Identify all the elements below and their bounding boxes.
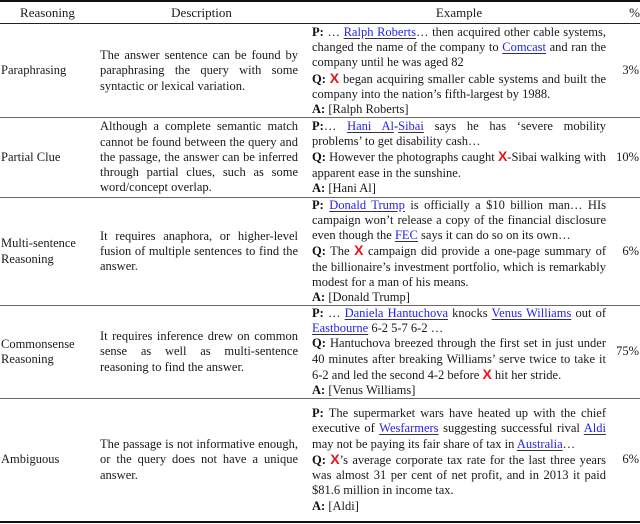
passage-text: 6-2 5-7 6-2 …: [368, 321, 444, 336]
example-passage: [312, 119, 606, 149]
passage-text: …: [323, 305, 345, 320]
answer-label: A:: [312, 180, 326, 195]
description-text: The answer sentence can be found by paraphrasing the query with some syntactic or lexical variation.: [100, 48, 298, 93]
example-answer: [312, 383, 606, 398]
entity-link[interactable]: Ralph Roberts: [343, 24, 416, 39]
entity-link[interactable]: Eastbourne: [312, 321, 369, 336]
example-answer: [312, 499, 606, 514]
reasoning-type: Paraphrasing: [1, 63, 67, 78]
bottom-rule: [0, 521, 640, 523]
example-body: [312, 25, 606, 117]
example-answer: [312, 102, 606, 117]
description: [100, 118, 298, 197]
percent-value: 3%: [622, 63, 639, 78]
header-example: Example: [435, 5, 483, 20]
example-passage: [312, 306, 606, 336]
placeholder-x: X: [329, 69, 340, 86]
passage-text: …: [562, 436, 576, 451]
entity-link[interactable]: Aldi: [583, 421, 606, 436]
passage-text: says he has ‘severe mobility problems’ to get disability cash…: [312, 118, 607, 149]
example-answer: [312, 290, 606, 305]
example-body: [312, 198, 606, 305]
percent-value: 6%: [622, 243, 639, 258]
table-row: [0, 118, 640, 197]
passage-text: may not be paying its fair share of tax in: [312, 436, 517, 451]
top-rule: [0, 0, 640, 2]
query-text: -Sibai walking with apparent ease in the sunshine.: [312, 150, 606, 180]
table-row: [0, 306, 640, 398]
example-passage: [312, 198, 606, 244]
query-label: Q:: [312, 244, 326, 259]
example-query: [312, 243, 606, 290]
answer-label: A:: [312, 382, 326, 397]
query-text: hit her stride.: [491, 367, 562, 382]
passage-text: …: [323, 118, 348, 133]
passage-text: and ran the company until he was aged 82: [312, 40, 607, 70]
passage-label: P:: [312, 197, 324, 212]
passage-text: is officially a $10 billion man… HIs campaign won’t release a copy of the financial disclosure even though the: [312, 197, 606, 243]
answer-text: [Aldi]: [325, 498, 359, 513]
query-label: Q:: [312, 71, 326, 86]
placeholder-x: X: [330, 450, 340, 467]
example: [312, 198, 606, 305]
passage-text: -: [393, 118, 399, 133]
entity-link[interactable]: Venus Williams: [491, 305, 572, 320]
example-query: [312, 336, 606, 383]
passage-text: …: [323, 24, 344, 39]
example-answer: [312, 181, 606, 196]
query-text: The: [325, 244, 355, 259]
header-description: Description: [171, 5, 232, 20]
description-text: Although a complete semantic match cannot be found between the query and the passage, the answer can be inferred through partial clues, such as some word/concept overlap.: [100, 119, 298, 195]
passage-label: P:: [312, 406, 324, 421]
example: [312, 118, 606, 197]
reasoning-type: Commonsense Reasoning: [1, 336, 75, 366]
example-query: [312, 71, 606, 102]
placeholder-x: X: [497, 148, 508, 165]
example: [312, 399, 606, 521]
answer-text: [Ralph Roberts]: [325, 101, 409, 116]
passage-label: P:: [312, 24, 324, 39]
header-reasoning: Reasoning: [20, 5, 75, 20]
header-percent: %: [629, 5, 640, 20]
entity-link[interactable]: FEC: [394, 228, 418, 243]
passage-text: out of: [571, 305, 607, 320]
description: [100, 198, 298, 305]
answer-text: [Hani Al]: [325, 180, 376, 195]
placeholder-x: X: [482, 365, 492, 382]
query-text: campaign did provide a one-page summary of the billionaire’s investment portfolio, which is remarkably modest for a man of his means.: [312, 244, 606, 289]
reasoning-type: Partial Clue: [1, 149, 61, 164]
query-label: Q:: [312, 150, 326, 165]
entity-link[interactable]: Wesfarmers: [379, 421, 439, 436]
passage-label: P:: [312, 118, 324, 133]
passage-text: The supermarket wars have heated up with the chief executive of: [312, 406, 606, 436]
query-label: Q:: [312, 452, 326, 467]
entity-link[interactable]: Sibai: [398, 118, 424, 133]
answer-text: [Venus Williams]: [325, 382, 416, 397]
example-passage: [312, 25, 606, 71]
query-text: began acquiring smaller cable systems and built the company into the nation’s fifth-largest by 1988.: [312, 71, 606, 101]
percent-value: 6%: [622, 452, 639, 467]
passage-text: … then acquired other cable systems, changed the name of the company to: [312, 24, 606, 55]
entity-link[interactable]: Daniela Hantuchova: [344, 305, 449, 320]
description-text: The passage is not informative enough, or the query does not have a unique answer.: [100, 437, 298, 482]
example: [312, 25, 606, 117]
example-passage: [312, 406, 606, 452]
example: [312, 306, 606, 398]
query-label: Q:: [312, 336, 326, 351]
description-text: It requires anaphora, or higher-level fusion of multiple sentences to find the answer.: [100, 228, 298, 274]
query-text: However the photographs caught: [325, 150, 498, 165]
entity-link[interactable]: Comcast: [502, 40, 546, 55]
entity-link[interactable]: Australia: [516, 436, 563, 451]
example-body: [312, 119, 606, 196]
answer-text: [Donald Trump]: [325, 290, 410, 305]
description: [100, 25, 298, 117]
description: [100, 399, 298, 521]
description: [100, 306, 298, 398]
table-row: [0, 399, 640, 521]
placeholder-x: X: [354, 242, 364, 259]
table-row: [0, 25, 640, 117]
example-query: [312, 149, 606, 180]
passage-text: suggesting successful rival: [438, 421, 584, 436]
passage-text: says it can do so on its own…: [417, 228, 571, 243]
percent-value: 75%: [616, 344, 639, 359]
query-text: Hantuchova breezed through the first set in just under 40 minutes after breaking Williams’ serve twice to take it 6-2 and led the second 4-2 before: [312, 336, 606, 382]
description-text: It requires inference drew on common sense as well as multi-sentence reasoning to find the answer.: [100, 329, 298, 374]
passage-label: P:: [312, 305, 324, 320]
entity-link[interactable]: Donald Trump: [329, 197, 405, 212]
table-row: [0, 198, 640, 305]
reasoning-type: Multi-sentence Reasoning: [1, 236, 76, 266]
answer-label: A:: [312, 101, 326, 116]
header-rule: [0, 23, 640, 24]
reasoning-type: Ambiguous: [1, 452, 60, 467]
passage-text: knocks: [448, 305, 492, 320]
answer-label: A:: [312, 498, 326, 513]
example-body: [312, 306, 606, 398]
example-query: [312, 452, 606, 499]
query-text: ’s average corporate tax rate for the last three years was almost 31 per cent of net profit, and in 2013 it paid $81.6 million in income tax.: [312, 452, 607, 498]
example-body: [312, 406, 606, 513]
answer-label: A:: [312, 290, 326, 305]
entity-link[interactable]: Hani Al: [347, 118, 394, 133]
percent-value: 10%: [616, 149, 639, 164]
